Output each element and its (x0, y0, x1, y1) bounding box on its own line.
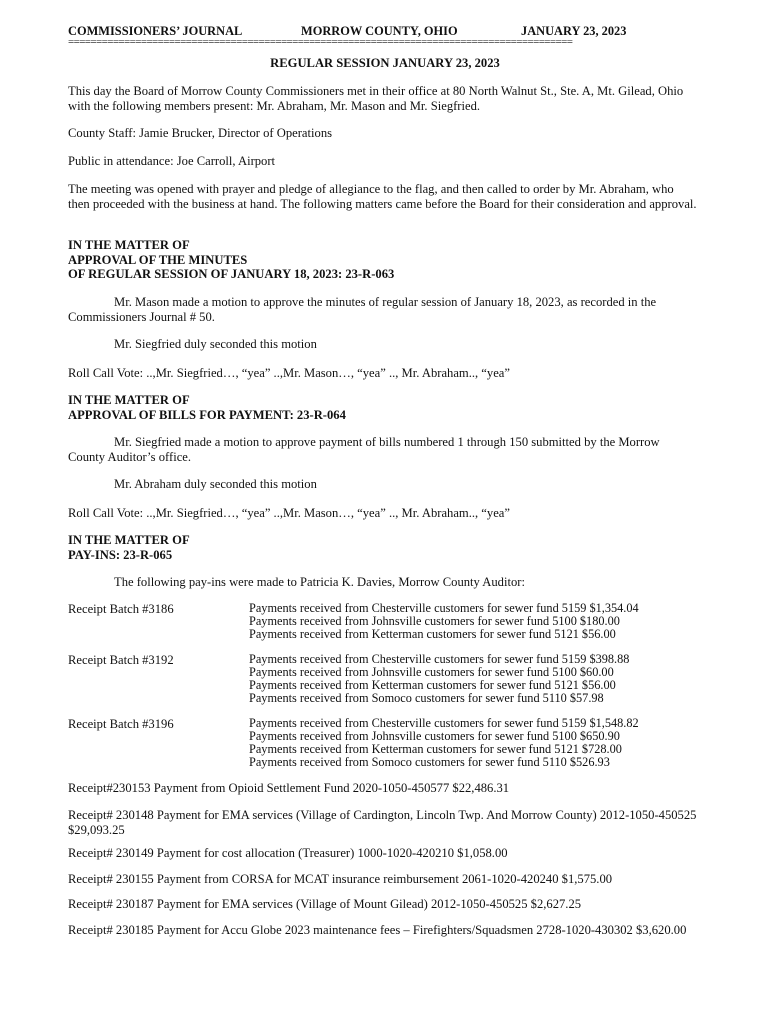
payins-intro: The following pay-ins were made to Patricia K. Davies, Morrow County Auditor: (114, 575, 525, 589)
batch-label: Receipt Batch #3186 (68, 602, 174, 616)
receipt-entry: Receipt# 230187 Payment for EMA services (Village of Mount Gilead) 2012-1050-450525 $2,627.25 (68, 897, 582, 911)
opening-paragraph: The meeting was opened with prayer and pledge of allegiance to the flag, and then called to order by Mr. Abraham, who then proceeded with the business at hand. The following matters came before the Board for their consideration and approval. (68, 182, 697, 211)
public-attendance: Public in attendance: Joe Carroll, Airport (68, 154, 276, 168)
minutes-motion: Mr. Mason made a motion to approve the minutes of regular session of January 18, 2023, as recorded in the Commissioners Journal # 50. (68, 295, 657, 324)
matter-minutes-heading (68, 238, 698, 282)
batch-line: Payments received from Ketterman customers for sewer fund 5121 $56.00 (249, 677, 616, 692)
matter-heading-line: IN THE MATTER OF (68, 238, 190, 252)
batch-line: Payments received from Chesterville customers for sewer fund 5159 $1,548.82 (249, 716, 639, 730)
batch-line: Payments received from Ketterman customers for sewer fund 5121 $56.00 (249, 626, 616, 641)
batch-line: Payments received from Chesterville customers for sewer fund 5159 $398.88 (249, 652, 630, 666)
minutes-roll-call: Roll Call Vote: ..,Mr. Siegfried…, “yea” ..,Mr. Mason…, “yea” .., Mr. Abraham.., “yea” (68, 366, 510, 380)
receipt-entry: Receipt# 230155 Payment from CORSA for MCAT insurance reimbursement 2061-1020-420240 $1,575.00 (68, 872, 613, 886)
matter-heading-line: APPROVAL OF THE MINUTES (68, 252, 248, 267)
batch-lines (249, 602, 639, 641)
bills-second: Mr. Abraham duly seconded this motion (114, 477, 317, 491)
minutes-second: Mr. Siegfried duly seconded this motion (114, 337, 317, 351)
county-name: MORROW COUNTY, OHIO (301, 24, 458, 38)
batch-line: Payments received from Johnsville customers for sewer fund 5100 $60.00 (249, 664, 614, 679)
batch-line: Payments received from Chesterville customers for sewer fund 5159 $1,354.04 (249, 601, 639, 615)
bills-motion: Mr. Siegfried made a motion to approve payment of bills numbered 1 through 150 submitted by the Morrow County Auditor’s office. (68, 435, 660, 464)
county-staff: County Staff: Jamie Brucker, Director of Operations (68, 126, 333, 140)
journal-date: JANUARY 23, 2023 (521, 24, 627, 38)
matter-heading-line: OF REGULAR SESSION OF JANUARY 18, 2023: 23-R-063 (68, 267, 395, 281)
batch-line: Payments received from Ketterman customers for sewer fund 5121 $728.00 (249, 741, 622, 756)
batch-line: Payments received from Somoco customers for sewer fund 5110 $526.93 (249, 754, 610, 769)
bills-roll-call: Roll Call Vote: ..,Mr. Siegfried…, “yea” ..,Mr. Mason…, “yea” .., Mr. Abraham.., “yea” (68, 506, 510, 520)
matter-bills-heading (68, 393, 698, 422)
batch-line: Payments received from Johnsville customers for sewer fund 5100 $180.00 (249, 613, 620, 628)
batch-lines (249, 653, 629, 705)
matter-heading-line: PAY-INS: 23-R-065 (68, 547, 173, 562)
matter-heading-line: IN THE MATTER OF (68, 533, 190, 547)
receipt-entry: Receipt# 230148 Payment for EMA services (Village of Cardington, Lincoln Twp. And Morrow County) 2012-1050-450525 $29,093.25 (68, 808, 697, 837)
session-title: REGULAR SESSION JANUARY 23, 2023 (270, 56, 500, 70)
matter-payins-heading (68, 533, 698, 562)
intro-paragraph: This day the Board of Morrow County Commissioners met in their office at 80 North Walnut St., Ste. A, Mt. Gilead, Ohio with the following members present: Mr. Abraham, Mr. Mason and Mr. Siegfried. (68, 84, 684, 113)
header-rule: ========================================================================================== (68, 37, 573, 47)
batch-line: Payments received from Johnsville customers for sewer fund 5100 $650.90 (249, 728, 620, 743)
matter-heading-line: APPROVAL OF BILLS FOR PAYMENT: 23-R-064 (68, 407, 346, 422)
batch-label: Receipt Batch #3196 (68, 717, 174, 731)
receipt-entry: Receipt# 230149 Payment for cost allocation (Treasurer) 1000-1020-420210 $1,058.00 (68, 846, 508, 860)
journal-name: COMMISSIONERS’ JOURNAL (68, 24, 243, 38)
batch-lines (249, 717, 639, 769)
receipt-entry: Receipt#230153 Payment from Opioid Settlement Fund 2020-1050-450577 $22,486.31 (68, 781, 510, 795)
receipt-entry: Receipt# 230185 Payment for Accu Globe 2023 maintenance fees – Firefighters/Squadsmen 2728-1020-430302 $3,620.00 (68, 923, 687, 937)
matter-heading-line: IN THE MATTER OF (68, 393, 190, 407)
batch-line: Payments received from Somoco customers for sewer fund 5110 $57.98 (249, 690, 604, 705)
batch-label: Receipt Batch #3192 (68, 653, 174, 667)
